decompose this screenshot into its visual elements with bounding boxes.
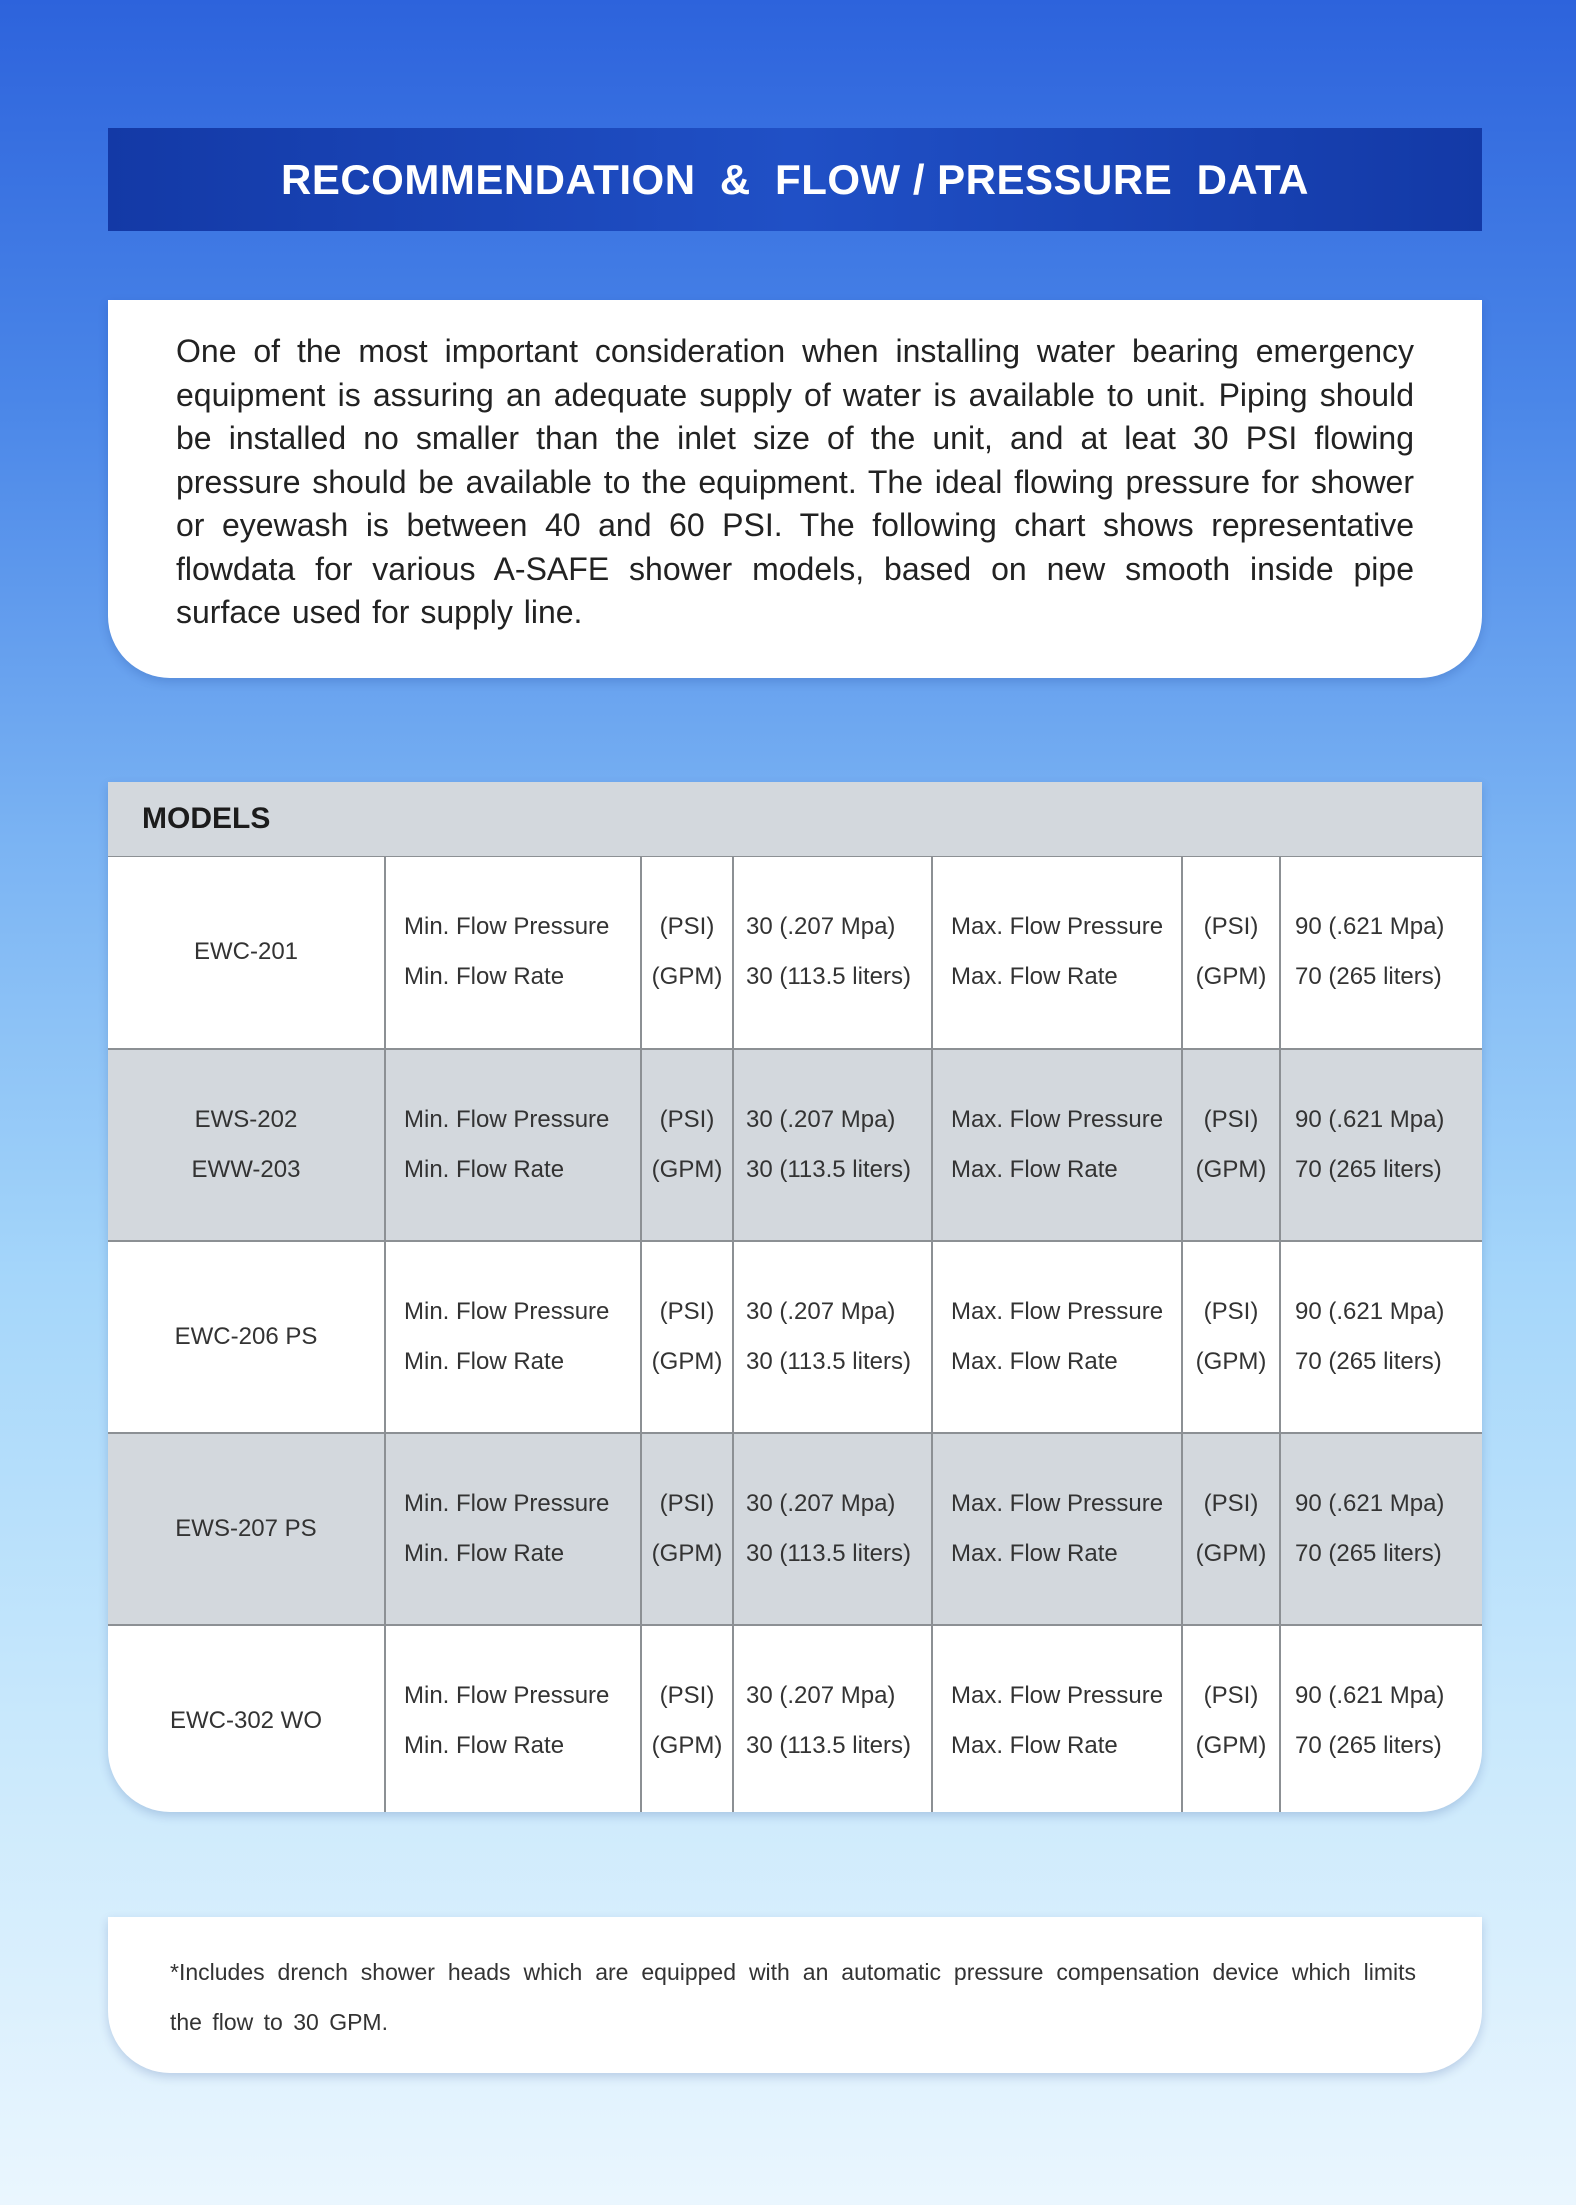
max-value-text: 70 (265 liters) [1295,1155,1442,1183]
min-label-text: Min. Flow Pressure [404,1682,610,1709]
min-unit-cell [641,1049,733,1241]
min-value-text: 30 (.207 Mpa) [746,1297,896,1325]
max-label-text: Max. Flow Pressure [951,1297,1164,1325]
model-text: EWS-202 [194,1105,298,1133]
min-label-text: Min. Flow Rate [404,1155,565,1183]
max-label-text: Max. Flow Rate [951,1539,1118,1567]
min-value-text: 30 (113.5 liters) [746,1155,911,1183]
min-label-text: Min. Flow Rate [404,963,565,991]
max-unit-text: (GPM) [1195,1347,1267,1375]
min-value-text: 30 (113.5 liters) [746,1539,911,1567]
table-row [108,1049,1482,1241]
min-unit-text: (GPM) [651,1539,723,1567]
min-label-cell [385,1625,641,1813]
title-banner [108,128,1482,231]
max-unit-cell [1182,1049,1280,1241]
min-label-cell [385,1433,641,1625]
model-cell [108,1625,385,1813]
max-unit-cell [1182,857,1280,1049]
min-value-cell [733,1049,932,1241]
min-unit-cell [641,1625,733,1813]
flow-data-table-card [108,782,1482,1812]
min-unit-text: (PSI) [659,1682,715,1709]
model-cell [108,1433,385,1625]
max-unit-text: (GPM) [1195,1732,1267,1759]
min-unit-text: (GPM) [651,1732,723,1759]
min-label-cell [385,1049,641,1241]
max-label-text: Max. Flow Pressure [951,1105,1164,1133]
model-text: EWC-302 WO [169,1707,322,1734]
min-label-text: Min. Flow Pressure [404,913,610,941]
max-unit-cell [1182,1433,1280,1625]
min-value-text: 30 (.207 Mpa) [746,913,896,941]
max-unit-cell [1182,1625,1280,1813]
min-unit-text: (PSI) [659,1105,715,1133]
min-label-text: Min. Flow Pressure [404,1105,610,1133]
page-title: RECOMMENDATION & FLOW / PRESSURE DATA [281,155,1309,203]
table-row [108,857,1482,1049]
max-unit-cell [1182,1241,1280,1433]
min-unit-text: (GPM) [651,1347,723,1375]
min-value-cell [733,1625,932,1813]
max-label-text: Max. Flow Pressure [951,1489,1164,1517]
min-unit-text: (GPM) [651,963,723,991]
max-value-cell [1280,1433,1482,1625]
model-text: EWC-206 PS [174,1322,318,1350]
min-label-text: Min. Flow Pressure [404,1489,610,1517]
max-label-text: Max. Flow Rate [951,1155,1118,1183]
max-unit-text: (GPM) [1195,1539,1267,1567]
min-unit-text: (PSI) [659,913,715,941]
max-value-text: 90 (.621 Mpa) [1295,1682,1445,1709]
min-value-text: 30 (.207 Mpa) [746,1105,896,1133]
max-label-cell [932,1049,1182,1241]
table-row [108,1241,1482,1433]
max-value-text: 70 (265 liters) [1295,1347,1442,1375]
max-value-text: 90 (.621 Mpa) [1295,913,1445,941]
model-text: EWW-203 [191,1155,301,1183]
max-unit-text: (PSI) [1203,913,1259,941]
max-value-cell [1280,1049,1482,1241]
min-label-text: Min. Flow Rate [404,1732,565,1759]
model-cell [108,857,385,1049]
min-unit-cell [641,1241,733,1433]
model-cell [108,1241,385,1433]
min-value-cell [733,1241,932,1433]
min-unit-cell [641,1433,733,1625]
max-label-text: Max. Flow Rate [951,1732,1118,1759]
min-label-text: Min. Flow Pressure [404,1297,610,1325]
intro-text: One of the most important consideration when installing water bearing emergency equipment is assuring an adequate supply of water is available to unit. Piping should be installed no smaller than the inlet size of the unit, and at leat 30 PSI flowing pressure should be available to the equipment. The ideal flowing pressure for shower or eyewash is between 40 and 60 PSI. The following chart shows representative flowdata for various A-SAFE shower models, based on new smooth inside pipe surface used for supply line. [176,333,1414,630]
max-unit-text: (PSI) [1203,1682,1259,1709]
max-value-text: 90 (.621 Mpa) [1295,1297,1445,1325]
max-label-text: Max. Flow Rate [951,963,1118,991]
footnote-card [108,1917,1482,2073]
min-value-text: 30 (113.5 liters) [746,963,911,991]
min-unit-text: (PSI) [659,1297,715,1325]
min-value-text: 30 (113.5 liters) [746,1347,911,1375]
max-value-cell [1280,857,1482,1049]
min-unit-text: (GPM) [651,1155,723,1183]
min-value-text: 30 (.207 Mpa) [746,1682,896,1709]
model-cell [108,1049,385,1241]
max-unit-text: (PSI) [1203,1105,1259,1133]
models-header: MODELS [108,782,1482,856]
min-unit-cell [641,857,733,1049]
min-label-cell [385,1241,641,1433]
min-label-text: Min. Flow Rate [404,1347,565,1375]
footnote-text: *Includes drench shower heads which are equipped with an automatic pressure compensation device which limits the flow to 30 GPM. [170,1959,1416,2035]
max-label-cell [932,1625,1182,1813]
min-value-cell [733,857,932,1049]
max-value-cell [1280,1625,1482,1813]
max-label-cell [932,1433,1182,1625]
max-unit-text: (PSI) [1203,1489,1259,1517]
min-label-cell [385,857,641,1049]
max-value-text: 70 (265 liters) [1295,1732,1442,1759]
max-value-text: 90 (.621 Mpa) [1295,1489,1445,1517]
min-value-text: 30 (113.5 liters) [746,1732,911,1759]
max-value-text: 70 (265 liters) [1295,1539,1442,1567]
max-label-cell [932,1241,1182,1433]
table-row [108,1625,1482,1813]
max-unit-text: (GPM) [1195,1155,1267,1183]
max-label-text: Max. Flow Rate [951,1347,1118,1375]
table-row [108,1433,1482,1625]
intro-card [108,300,1482,678]
max-label-text: Max. Flow Pressure [951,1682,1164,1709]
min-label-text: Min. Flow Rate [404,1539,565,1567]
flow-data-table [108,856,1482,1812]
model-text: EWC-201 [193,938,299,966]
model-text: EWS-207 PS [175,1514,317,1542]
max-unit-text: (PSI) [1203,1297,1259,1325]
max-value-text: 70 (265 liters) [1295,963,1442,991]
max-unit-text: (GPM) [1195,963,1267,991]
max-label-text: Max. Flow Pressure [951,913,1164,941]
max-value-cell [1280,1241,1482,1433]
max-label-cell [932,857,1182,1049]
max-value-text: 90 (.621 Mpa) [1295,1105,1445,1133]
min-value-cell [733,1433,932,1625]
min-unit-text: (PSI) [659,1489,715,1517]
min-value-text: 30 (.207 Mpa) [746,1489,896,1517]
